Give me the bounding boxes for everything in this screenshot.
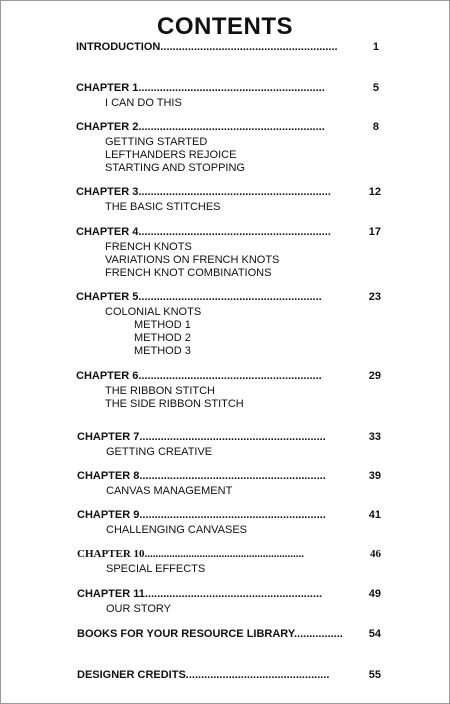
toc-subentry: COLONIAL KNOTS: [105, 306, 202, 318]
toc-subentry: THE SIDE RIBBON STITCH: [105, 398, 244, 410]
toc-entry-label: CHAPTER 2.............................................................: [76, 121, 325, 133]
toc-page-number: 55: [368, 669, 381, 681]
toc-subentry: THE RIBBON STITCH: [105, 385, 216, 397]
toc-entry: [76, 186, 381, 199]
toc-entry-label: CHAPTER 1.............................................................: [76, 82, 325, 94]
toc-page-number: 39: [368, 470, 381, 482]
toc-entry: [77, 669, 381, 682]
toc-subentry: SPECIAL EFFECTS: [106, 563, 206, 575]
toc-page-number: 8: [372, 121, 379, 133]
toc-entry: [76, 41, 379, 54]
toc-entry: [77, 628, 381, 641]
toc-entry-label: CHAPTER 6............................................................: [76, 370, 322, 382]
toc-subentry: CANVAS MANAGEMENT: [106, 485, 233, 497]
toc-entry-label: CHAPTER 3...............................................................: [76, 186, 331, 198]
toc-entry: [77, 588, 381, 601]
toc-subentry: METHOD 3: [134, 345, 191, 357]
toc-entry-label: BOOKS FOR YOUR RESOURCE LIBRARY................: [77, 628, 343, 640]
page-title: CONTENTS: [157, 13, 293, 40]
toc-page-number: 46: [370, 548, 381, 560]
toc-entry-label: CHAPTER 11..........................................................: [77, 588, 323, 600]
toc-entry: [77, 431, 381, 444]
toc-subentry: METHOD 1: [134, 319, 191, 331]
toc-subentry: VARIATIONS ON FRENCH KNOTS: [105, 254, 280, 266]
toc-subentry: GETTING CREATIVE: [106, 446, 213, 458]
toc-entry-label: CHAPTER 4...............................................................: [76, 226, 331, 238]
toc-page-number: 49: [368, 588, 381, 600]
toc-subentry: CHALLENGING CANVASES: [106, 524, 248, 536]
toc-entry: [76, 226, 381, 239]
toc-entry-label: CHAPTER 7.............................................................: [77, 431, 326, 443]
toc-entry-label: CHAPTER 8.............................................................: [77, 470, 326, 482]
toc-subentry: LEFTHANDERS REJOICE: [105, 149, 237, 161]
toc-subentry: METHOD 2: [134, 332, 191, 344]
toc-subentry: FRENCH KNOT COMBINATIONS: [105, 267, 272, 279]
toc-subentry: I CAN DO THIS: [105, 97, 182, 109]
toc-page-number: 54: [368, 628, 381, 640]
toc-page-number: 29: [368, 370, 381, 382]
toc-page-number: 1: [372, 41, 379, 53]
toc-entry: [76, 121, 379, 134]
toc-entry-label: CHAPTER 5............................................................: [76, 291, 322, 303]
toc-entry-label: CHAPTER 9.............................................................: [77, 509, 326, 521]
toc-page-number: 5: [372, 82, 379, 94]
toc-entry: [76, 291, 381, 304]
toc-page-number: 23: [368, 291, 381, 303]
toc-page-number: 33: [368, 431, 381, 443]
toc-entry: [76, 370, 381, 383]
toc-entry: [76, 82, 379, 95]
toc-subentry: GETTING STARTED: [105, 136, 208, 148]
toc-entry: [77, 470, 381, 483]
toc-subentry: THE BASIC STITCHES: [105, 201, 221, 213]
toc-entry-label: DESIGNER CREDITS...............................................: [77, 669, 330, 681]
toc-entry-label: CHAPTER 10..........................................................: [77, 548, 305, 560]
toc-page-number: 12: [368, 186, 381, 198]
toc-entry-label: INTRODUCTION..........................................................: [76, 41, 338, 53]
toc-entry: [77, 509, 381, 522]
toc-page-number: 17: [368, 226, 381, 238]
toc-subentry: FRENCH KNOTS: [105, 241, 192, 253]
toc-entry: [77, 548, 381, 561]
toc-subentry: STARTING AND STOPPING: [105, 162, 245, 174]
toc-subentry: OUR STORY: [106, 603, 171, 615]
toc-page-number: 41: [368, 509, 381, 521]
